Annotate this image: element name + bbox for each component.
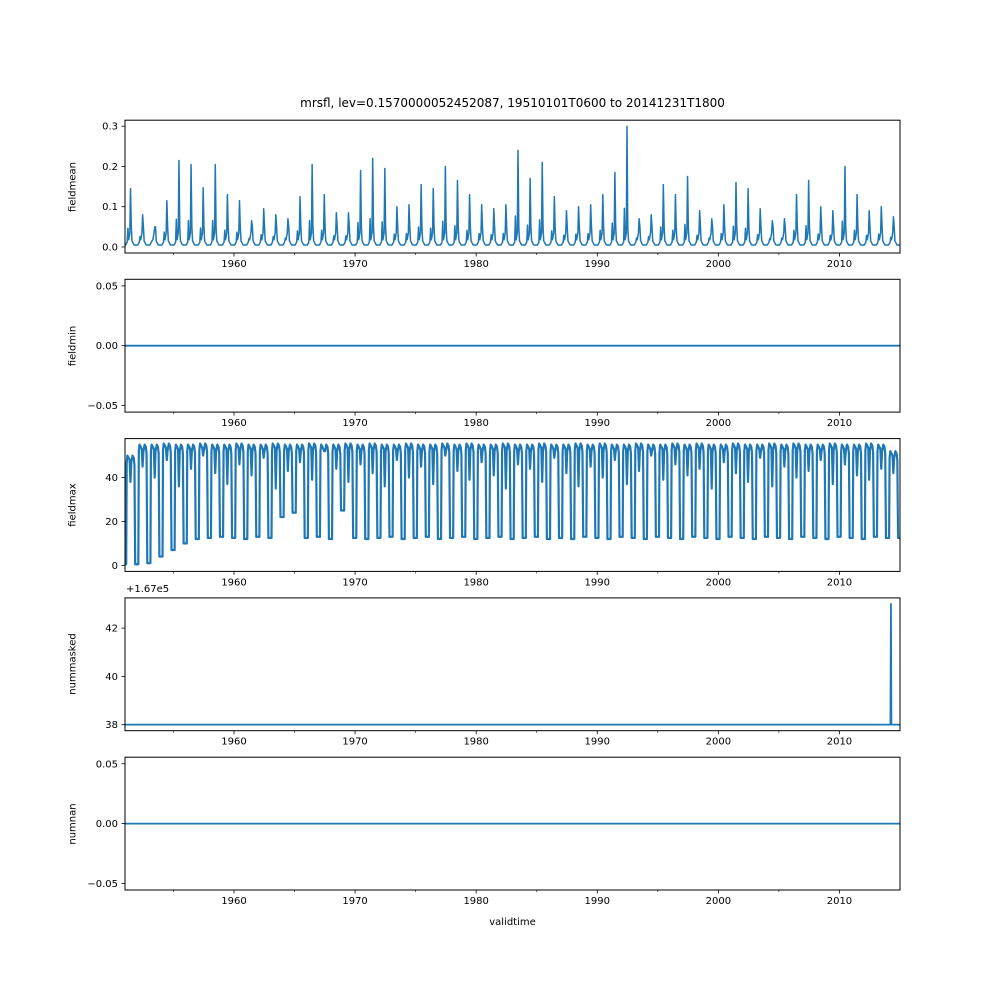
x-tick-label: 2000 [705,896,732,907]
x-tick-label: 2010 [826,736,853,748]
y-tick-label: 0.3 [102,121,118,133]
series-line-fieldmean [125,126,900,245]
x-tick-label: 1990 [584,577,610,589]
y-tick-label: 0.0 [102,242,118,254]
y-tick-label: 42 [105,623,118,635]
x-tick-label: 1970 [342,736,368,748]
y-tick-label: 0.1 [102,202,118,214]
x-tick-label: 1960 [221,896,247,907]
x-tick-label: 2000 [705,418,732,430]
y-tick-label: 0.05 [95,759,118,771]
x-tick-label: 1970 [342,259,368,270]
figure-title: mrsfl, lev=0.1570000052452087, 19510101T0600 to 20141231T1800 [300,96,725,110]
figure: 1960 1970 1980 1990 2000 2010 0.0 0.1 0.2 0.3 1960 1970 1980 1990 2000 2010 −0.05 0.00 0.05 1960 1970 1980 1990 2000 2010 0 20 40 1960 1970 1980 1990 2000 2010 38 40 42 1960 1970 1980 1990 2000 2010 −0.05 0.00 0.05 mrsfl, lev=0.1570000052452087, 19510101T0600 to 20141231T1800 fieldmean fieldmin fieldmax nummasked numnan +1.67e5 validtime [0,0,1000,1000]
x-tick-label: 1970 [342,896,368,907]
y-tick-label: 40 [105,473,118,485]
x-tick-label: 1980 [463,259,489,270]
series-line-fieldmax [125,444,900,565]
x-tick-label: 1970 [342,418,368,430]
y-tick-label: −0.05 [87,878,118,890]
y-tick-label: −0.05 [87,401,118,413]
x-tick-label: 1990 [584,259,610,270]
y-tick-label: 40 [105,671,118,683]
y-tick-label: 0.00 [95,341,118,353]
y-tick-label: 0 [111,560,118,572]
x-tick-label: 2010 [826,896,853,907]
y-tick-label: 0.00 [95,819,118,831]
x-tick-label: 2010 [826,259,853,270]
x-tick-label: 1960 [221,736,247,748]
x-tick-label: 1990 [584,736,610,748]
x-tick-label: 2010 [826,577,853,589]
y-tick-label: 38 [105,720,118,732]
x-tick-label: 1990 [584,418,610,430]
y-tick-label: 0.05 [95,281,118,293]
x-tick-label: 2000 [705,577,732,589]
x-tick-label: 2000 [705,259,732,270]
axes-frame-nummasked [125,598,900,731]
x-tick-label: 1960 [221,259,247,270]
x-tick-label: 1980 [463,896,489,907]
y-axis-offset-text: +1.67e5 [126,584,170,595]
x-tick-label: 1970 [342,577,368,589]
x-tick-label: 2000 [705,736,732,748]
x-tick-label: 1960 [221,577,247,589]
xlabel-validtime: validtime [489,917,536,928]
x-tick-label: 1980 [463,577,489,589]
x-tick-label: 1990 [584,896,610,907]
y-tick-label: 20 [105,516,118,528]
x-tick-label: 2010 [826,418,853,430]
x-tick-label: 1980 [463,418,489,430]
x-tick-label: 1980 [463,736,489,748]
series-line-nummasked [125,604,900,725]
y-tick-label: 0.2 [102,161,118,173]
x-tick-label: 1960 [221,418,247,430]
